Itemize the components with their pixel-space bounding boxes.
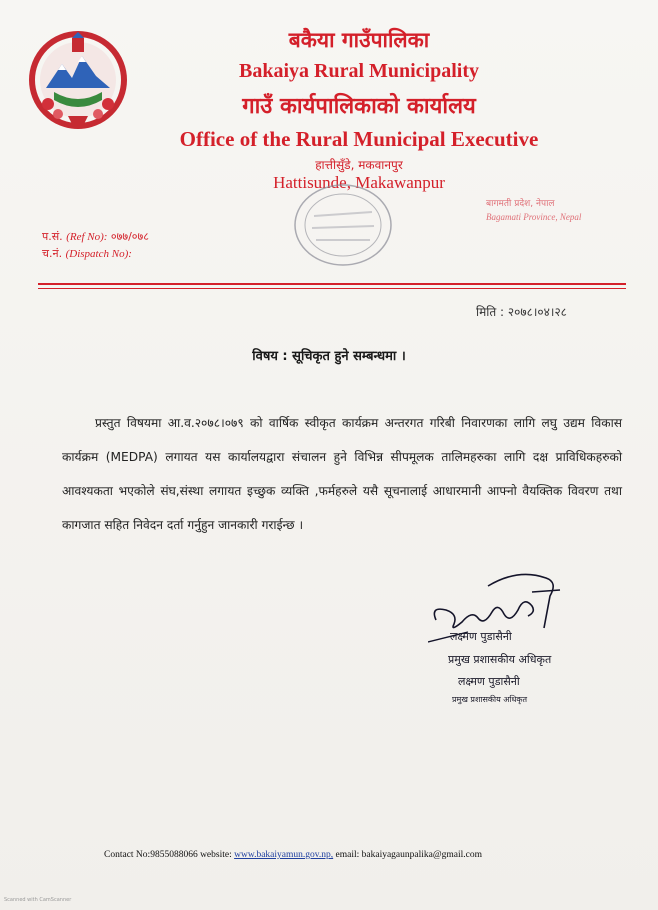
header-divider bbox=[38, 283, 626, 285]
contact-label: Contact No: bbox=[104, 850, 151, 860]
website-label: website: bbox=[200, 850, 232, 860]
letter-subject: विषय : सूचिकृत हुने सम्बन्धमा । bbox=[252, 349, 406, 364]
office-name-english: Office of the Rural Municipal Executive bbox=[179, 127, 539, 151]
signatory-title: प्रमुख प्रशासकीय अधिकृत bbox=[448, 653, 552, 666]
ref-value: ०७७/०७८ bbox=[110, 230, 149, 243]
dispatch-label-nepali: च.नं. bbox=[42, 247, 63, 260]
dispatch-label-english: (Dispatch No): bbox=[65, 248, 132, 260]
signatory-name-stamp: लक्ष्मण पुडासैनी bbox=[458, 675, 520, 688]
ref-label-nepali: प.सं. bbox=[42, 230, 63, 243]
header-divider-thin bbox=[38, 288, 626, 289]
signatory-title-stamp: प्रमुख प्रशासकीय अधिकृत bbox=[452, 695, 528, 704]
location-english: Hattisunde, Makawanpur bbox=[273, 173, 445, 192]
signatory-name: लक्ष्मण पुडासैनी bbox=[450, 630, 512, 643]
scanner-watermark: Scanned with CamScanner bbox=[4, 897, 72, 903]
contact-number: 9855088066 bbox=[150, 850, 198, 860]
ref-label-english: (Ref No): bbox=[66, 231, 108, 243]
email-label: email: bbox=[335, 850, 360, 860]
website-link[interactable]: www.bakaiyamun.gov.np, bbox=[234, 850, 334, 860]
letter-body: प्रस्तुत विषयमा आ.व.२०७८।०७९ को वार्षिक स्वीकृत कार्यक्रम अन्तरगत गरिबी निवारणका लागि लघु उद्यम विकास कार्यक्रम (MEDPA) लगायत यस कार्यालयद्वारा संचालन हुने विभिन्न सीपमूलक तालिमहरुका लागि दक्ष प्राविधिकहरुको आवश्यकता भएकोले संघ,संस्था लगायत इच्छुक व्यक्ति ,फर्महरुले यसै सूचनालाई आधारमानी आफ्नो वैयक्तिक विवरण तथा कागजात सहित निवेदन दर्ता गर्नुहुन जानकारी गराईन्छ । bbox=[62, 416, 622, 532]
municipality-name-nepali: बकैया गाउँपालिका bbox=[288, 28, 430, 52]
municipality-name-english: Bakaiya Rural Municipality bbox=[238, 60, 480, 82]
location-nepali: हात्तीसुँडे, मकवानपुर bbox=[315, 158, 403, 172]
letter-date: मिति : २०७८।०४।२८ bbox=[476, 305, 567, 319]
province-nepali: बागमती प्रदेश, नेपाल bbox=[486, 199, 555, 209]
office-name-nepali: गाउँ कार्यपालिकाको कार्यालय bbox=[242, 94, 476, 119]
footer-contact bbox=[104, 850, 482, 860]
email-address[interactable]: bakaiyagaunpalika@gmail.com bbox=[361, 850, 482, 860]
ref-number bbox=[42, 229, 149, 244]
dispatch-number bbox=[42, 246, 132, 261]
province-english: Bagamati Province, Nepal bbox=[486, 212, 582, 222]
office-stamp-icon bbox=[292, 182, 394, 268]
